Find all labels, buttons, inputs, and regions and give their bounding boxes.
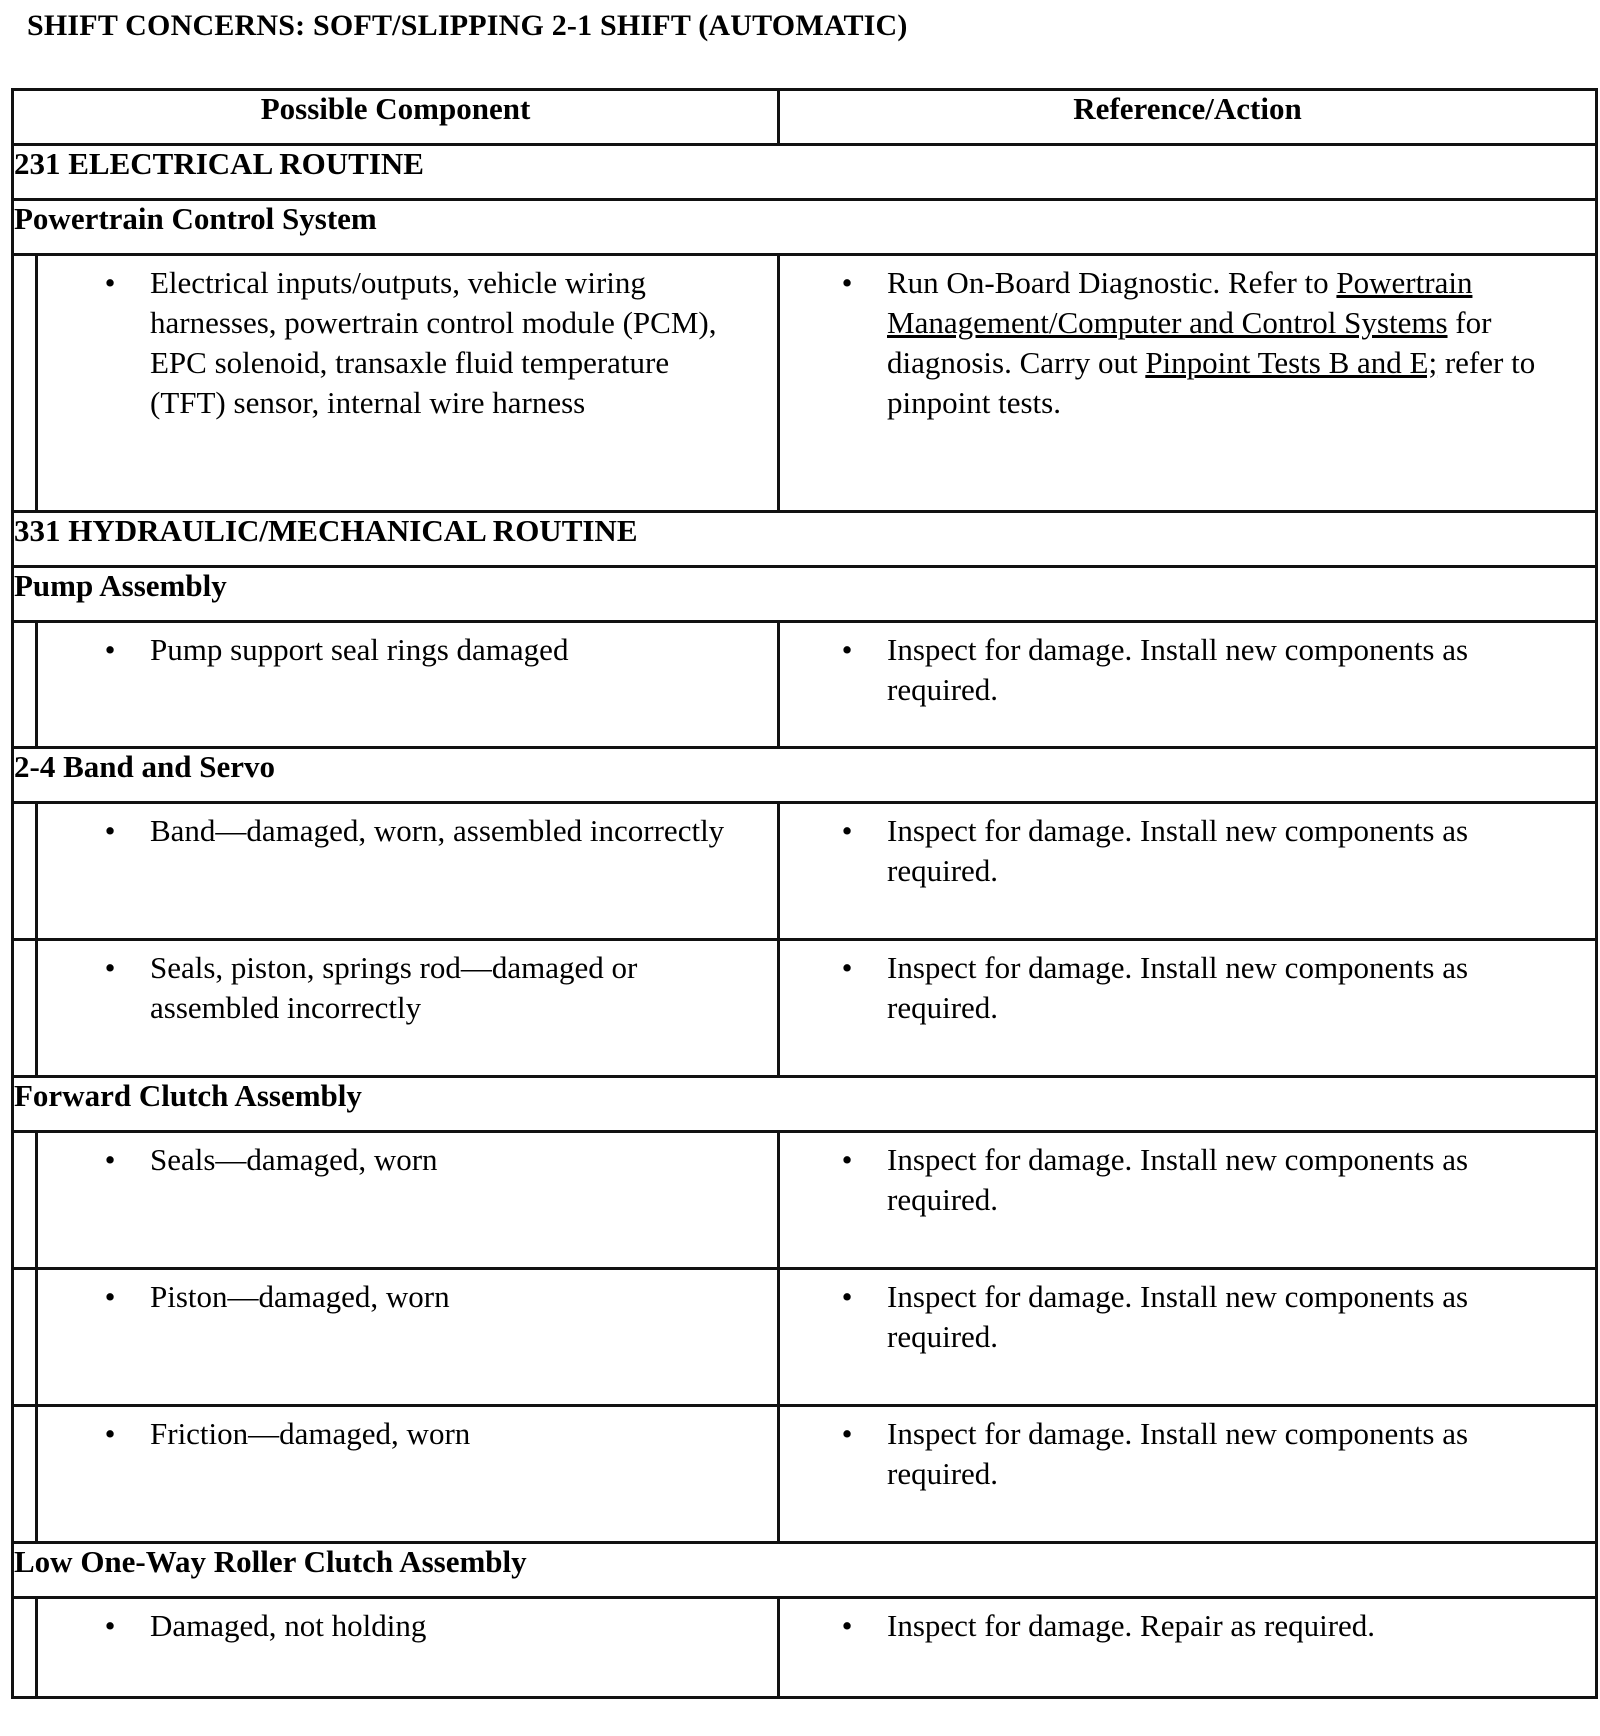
bullet-icon: • <box>841 632 853 667</box>
component-cell <box>13 940 779 1077</box>
page-title: SHIFT CONCERNS: SOFT/SLIPPING 2-1 SHIFT (AUTOMATIC) <box>27 9 908 42</box>
group-row <box>13 200 1597 255</box>
column-header-component: Possible Component <box>13 90 779 145</box>
component-cell <box>13 1269 779 1406</box>
table-row <box>13 1132 1597 1269</box>
bullet-icon: • <box>104 1142 116 1177</box>
table-row <box>13 255 1597 512</box>
bullet-icon: • <box>104 265 116 300</box>
action-cell <box>779 1269 1597 1406</box>
column-header-action: Reference/Action <box>779 90 1597 145</box>
action-text: Inspect for damage. Install new components as required. <box>887 1142 1469 1217</box>
table-row <box>13 940 1597 1077</box>
bullet-icon: • <box>841 1416 853 1451</box>
header-row <box>13 90 1597 145</box>
bullet-icon: • <box>841 1608 853 1643</box>
diagnostic-table <box>11 88 1598 1699</box>
component-text: Friction—damaged, worn <box>150 1416 471 1451</box>
action-cell <box>779 255 1597 512</box>
action-cell <box>779 940 1597 1077</box>
powertrain-management-link[interactable]: Powertrain Management/Computer and Control Systems <box>887 265 1473 340</box>
component-text: Electrical inputs/outputs, vehicle wiring harnesses, powertrain control module (PCM), EPC solenoid, transaxle fluid temperature (TFT) sensor, internal wire harness <box>150 265 717 420</box>
action-cell <box>779 1132 1597 1269</box>
bullet-icon: • <box>841 1142 853 1177</box>
action-text: Inspect for damage. Install new components as required. <box>887 1416 1469 1491</box>
group-pump-assembly: Pump Assembly <box>13 567 1597 622</box>
group-row <box>13 1077 1597 1132</box>
component-text: Pump support seal rings damaged <box>150 632 569 667</box>
section-hydraulic-mechanical-routine: 331 HYDRAULIC/MECHANICAL ROUTINE <box>13 512 1597 567</box>
section-electrical-routine: 231 ELECTRICAL ROUTINE <box>13 145 1597 200</box>
bullet-icon: • <box>104 1608 116 1643</box>
action-text: Inspect for damage. Install new components as required. <box>887 950 1469 1025</box>
section-row <box>13 512 1597 567</box>
component-cell <box>13 255 779 512</box>
group-row <box>13 567 1597 622</box>
action-cell <box>779 803 1597 940</box>
table-row <box>13 1406 1597 1543</box>
bullet-icon: • <box>104 1416 116 1451</box>
bullet-icon: • <box>104 1279 116 1314</box>
action-cell <box>779 1406 1597 1543</box>
action-text: Inspect for damage. Repair as required. <box>887 1608 1376 1643</box>
action-text: Inspect for damage. Install new components as required. <box>887 813 1469 888</box>
component-cell <box>13 1598 779 1698</box>
component-text: Seals—damaged, worn <box>150 1142 438 1177</box>
table-row <box>13 1269 1597 1406</box>
group-low-one-way-roller-clutch-assembly: Low One-Way Roller Clutch Assembly <box>13 1543 1597 1598</box>
action-cell <box>779 1598 1597 1698</box>
bullet-icon: • <box>104 632 116 667</box>
component-cell <box>13 622 779 748</box>
action-text: Run On-Board Diagnostic. Refer to Powertrain Management/Computer and Control Systems for diagnosis. Carry out Pinpoint Tests B and E; refer to pinpoint tests. <box>887 265 1536 420</box>
section-row <box>13 145 1597 200</box>
group-powertrain-control-system: Powertrain Control System <box>13 200 1597 255</box>
bullet-icon: • <box>104 813 116 848</box>
table-row <box>13 622 1597 748</box>
group-row <box>13 1543 1597 1598</box>
component-cell <box>13 1406 779 1543</box>
bullet-icon: • <box>841 813 853 848</box>
group-forward-clutch-assembly: Forward Clutch Assembly <box>13 1077 1597 1132</box>
bullet-icon: • <box>841 1279 853 1314</box>
group-2-4-band-and-servo: 2-4 Band and Servo <box>13 748 1597 803</box>
action-text: Inspect for damage. Install new components as required. <box>887 1279 1469 1354</box>
component-text: Band—damaged, worn, assembled incorrectly <box>150 813 725 848</box>
table-row <box>13 1598 1597 1698</box>
component-cell <box>13 1132 779 1269</box>
bullet-icon: • <box>841 265 853 300</box>
component-text: Damaged, not holding <box>150 1608 427 1643</box>
bullet-icon: • <box>104 950 116 985</box>
component-text: Piston—damaged, worn <box>150 1279 450 1314</box>
action-text: Inspect for damage. Install new components as required. <box>887 632 1469 707</box>
action-cell <box>779 622 1597 748</box>
bullet-icon: • <box>841 950 853 985</box>
component-text: Seals, piston, springs rod—damaged or assembled incorrectly <box>150 950 638 1025</box>
pinpoint-tests-link[interactable]: Pinpoint Tests B and E; <box>1145 345 1438 380</box>
table-row <box>13 803 1597 940</box>
component-cell <box>13 803 779 940</box>
group-row <box>13 748 1597 803</box>
